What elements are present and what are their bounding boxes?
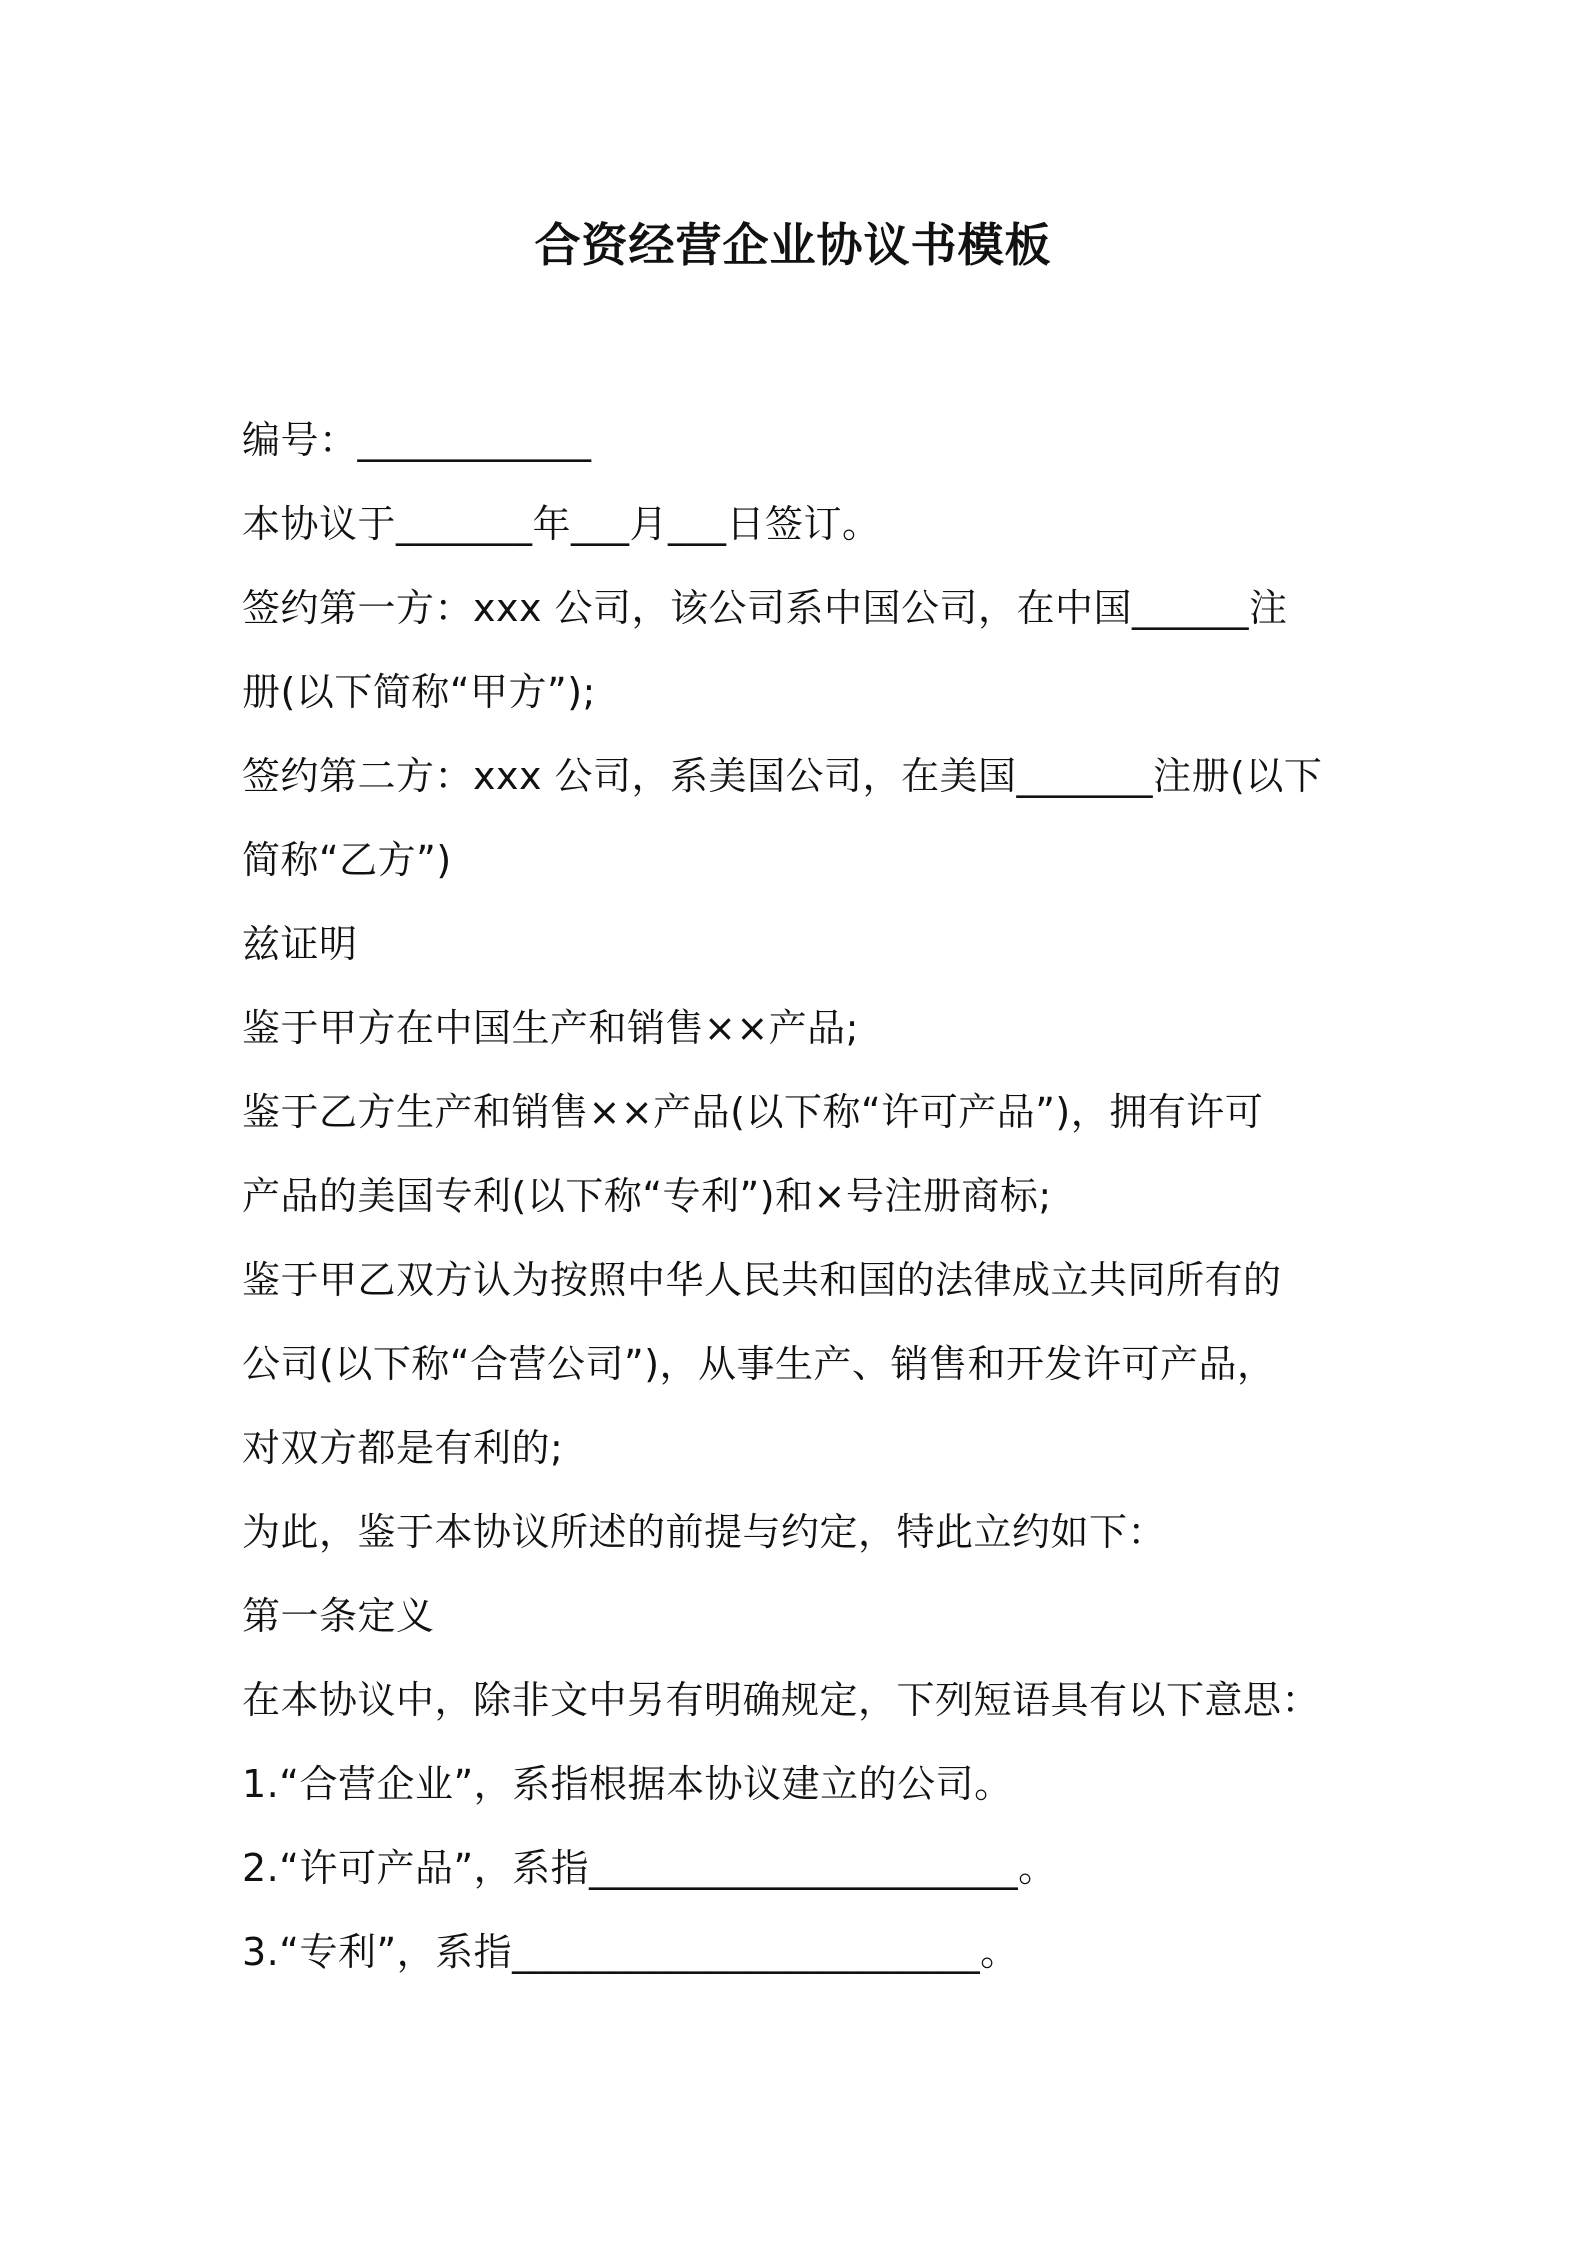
witness-heading: 兹证明 — [242, 922, 358, 966]
party-b-line-1: 签约第二方：xxx 公司，系美国公司，在美国_______注册(以下 — [242, 754, 1323, 798]
recital-2-line-2: 产品的美国专利(以下称“专利”)和×号注册商标; — [242, 1174, 1052, 1218]
signing-date-line: 本协议于_______年___月___日签订。 — [242, 502, 881, 546]
definition-item-1: 1.“合营企业”，系指根据本协议建立的公司。 — [242, 1762, 1013, 1806]
party-a-line-2: 册(以下简称“甲方”); — [242, 670, 596, 714]
recital-3-line-2: 公司(以下称“合营公司”)，从事生产、销售和开发许可产品， — [242, 1342, 1276, 1386]
party-b-line-2: 简称“乙方”) — [242, 838, 452, 882]
recital-2-line-1: 鉴于乙方生产和销售××产品(以下称“许可产品”)，拥有许可 — [242, 1090, 1264, 1134]
recital-3-line-1: 鉴于甲乙双方认为按照中华人民共和国的法律成立共同所有的 — [242, 1258, 1282, 1302]
party-a-line-1: 签约第一方：xxx 公司，该公司系中国公司，在中国______注 — [242, 586, 1288, 630]
document-title: 合资经营企业协议书模板 — [534, 218, 1052, 272]
definition-item-2: 2.“许可产品”，系指______________________。 — [242, 1846, 1057, 1890]
contract-number-line: 编号：____________ — [242, 418, 592, 462]
recital-3-line-3: 对双方都是有利的; — [242, 1426, 564, 1470]
article-1-heading: 第一条定义 — [242, 1594, 435, 1638]
definition-item-3: 3.“专利”，系指________________________。 — [242, 1930, 1019, 1974]
recital-1: 鉴于甲方在中国生产和销售××产品; — [242, 1006, 859, 1050]
document-body — [242, 398, 1352, 1994]
definitions-intro: 在本协议中，除非文中另有明确规定，下列短语具有以下意思： — [242, 1678, 1321, 1722]
agreement-intro: 为此，鉴于本协议所述的前提与约定，特此立约如下： — [242, 1510, 1167, 1554]
